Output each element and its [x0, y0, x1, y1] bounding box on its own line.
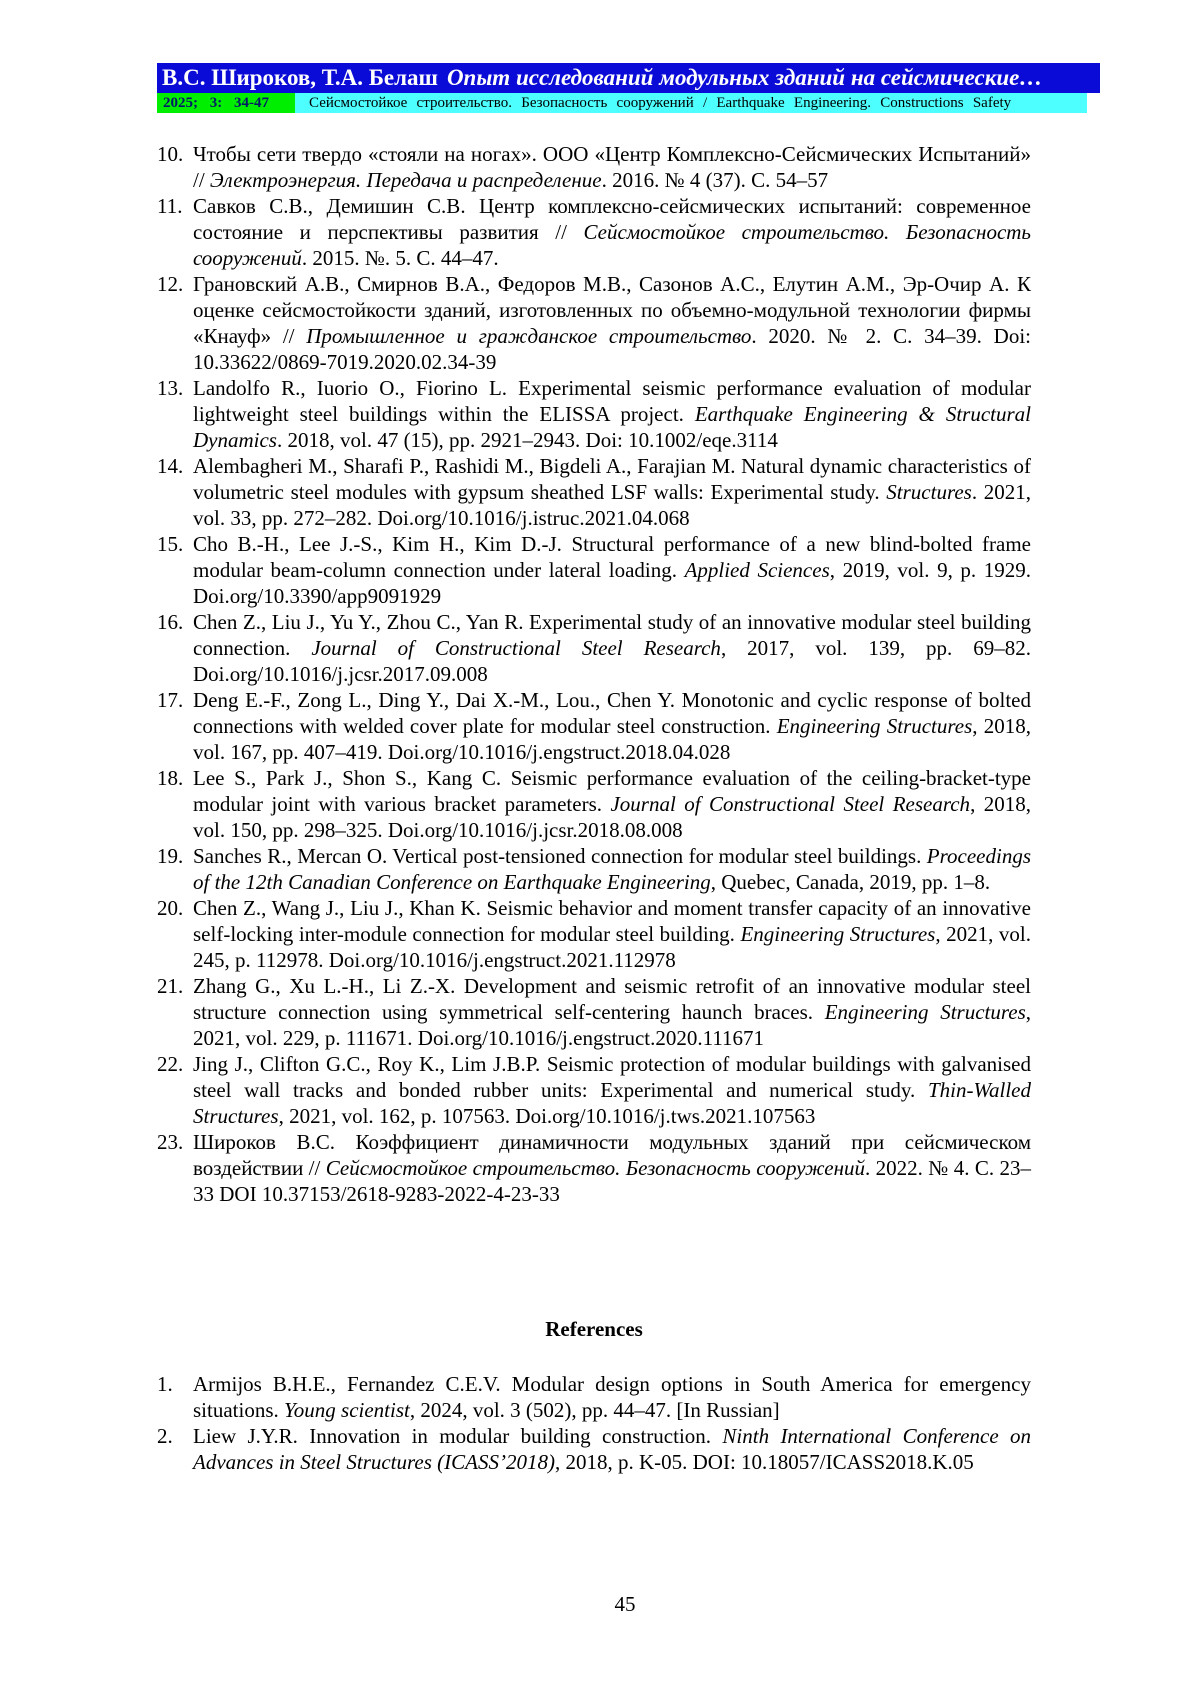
- reference-number: 15.: [157, 532, 184, 556]
- references-english-list: [157, 1371, 1031, 1475]
- reference-item: [157, 895, 1031, 973]
- reference-item: [157, 765, 1031, 843]
- reference-item: [157, 609, 1031, 687]
- page-body: [157, 141, 1031, 1475]
- reference-text: Landolfo R., Iuorio O., Fiorino L. Experimental seismic performance evaluation of modular lightweight steel buildings within the ELISSA project. Earthquake Engineering & Structural Dynamics. 2018, vol. 47 (15), pp. 2921–2943. Doi: 10.1002/eqe.3114: [193, 376, 1031, 452]
- reference-number: 12.: [157, 272, 184, 296]
- reference-item: [157, 1129, 1031, 1207]
- reference-text: Liew J.Y.R. Innovation in modular building construction. Ninth International Conference on Advances in Steel Structures (ICASS’2018), 2018, p. K-05. DOI: 10.18057/ICASS2018.K.05: [193, 1424, 1031, 1474]
- running-header: [157, 63, 1200, 113]
- reference-item: [157, 271, 1031, 375]
- reference-item: [157, 141, 1031, 193]
- reference-number: 16.: [157, 610, 184, 634]
- reference-number: 18.: [157, 766, 184, 790]
- reference-text: Широков В.С. Коэффициент динамичности модульных зданий при сейсмическом воздействии // Сейсмостойкое строительство. Безопасность сооружений. 2022. № 4. С. 23–33 DOI 10.37153/2618-9283-2022-4-23-33: [193, 1130, 1031, 1206]
- header-article-title: Опыт исследований модульных зданий на сейсмические…: [446, 65, 1043, 90]
- reference-item: [157, 453, 1031, 531]
- reference-text: Armijos B.H.E., Fernandez C.E.V. Modular design options in South America for emergency situations. Young scientist, 2024, vol. 3 (502), pp. 44–47. [In Russian]: [193, 1372, 1031, 1422]
- reference-number: 22.: [157, 1052, 184, 1076]
- reference-text: Jing J., Clifton G.C., Roy K., Lim J.B.P. Seismic protection of modular buildings with galvanised steel wall tracks and bonded rubber units: Experimental and numerical study. Thin-Walled Structures, 2021, vol. 162, p. 107563. Doi.org/10.1016/j.tws.2021.107563: [193, 1052, 1031, 1128]
- reference-text: Чтобы сети твердо «стояли на ногах». ООО «Центр Комплексно-Сейсмических Испытаний» // Электроэнергия. Передача и распределение. 2016. № 4 (37). С. 54–57: [193, 142, 1031, 192]
- reference-number: 11.: [157, 194, 183, 218]
- reference-item: [157, 1051, 1031, 1129]
- reference-text: Alembagheri M., Sharafi P., Rashidi M., Bigdeli A., Farajian M. Natural dynamic characteristics of volumetric steel modules with gypsum sheathed LSF walls: Experimental study. Structures. 2021, vol. 33, pp. 272–282. Doi.org/10.1016/j.istruc.2021.04.068: [193, 454, 1032, 530]
- page-number: 45: [614, 1592, 636, 1616]
- journal-title-line: Сейсмостойкое строительство. Безопасность сооружений / Earthquake Engineering. Constructions Safety: [309, 95, 1012, 111]
- reference-item: [157, 1371, 1031, 1423]
- reference-number: 21.: [157, 974, 184, 998]
- header-journal-band: [157, 93, 1087, 113]
- references-heading: References: [545, 1317, 643, 1341]
- reference-text: Грановский А.В., Смирнов В.А., Федоров М.В., Сазонов А.С., Елутин А.М., Эр-Очир А. К оценке сейсмостойкости зданий, изготовленных по объемно-модульной технологии фирмы «Кнауф» // Промышленное и гражданское строительство. 2020. № 2. С. 34–39. Doi: 10.33622/0869-7019.2020.02.34-39: [193, 272, 1031, 374]
- issue-badge: 2025; 3: 34-47: [157, 93, 295, 113]
- reference-number: 1.: [157, 1372, 173, 1396]
- reference-text: Sanches R., Mercan O. Vertical post-tensioned connection for modular steel buildings. Proceedings of the 12th Canadian Conference on Earthquake Engineering, Quebec, Canada, 2019, pp. 1–8.: [193, 844, 1031, 894]
- reference-text: Lee S., Park J., Shon S., Kang C. Seismic performance evaluation of the ceiling-bracket-type modular joint with various bracket parameters. Journal of Constructional Steel Research, 2018, vol. 150, pp. 298–325. Doi.org/10.1016/j.jcsr.2018.08.008: [193, 766, 1032, 842]
- reference-item: [157, 687, 1031, 765]
- reference-text: Савков С.В., Демишин С.В. Центр комплексно-сейсмических испытаний: современное состояние и перспективы развития // Сейсмостойкое строительство. Безопасность сооружений. 2015. №. 5. С. 44–47.: [193, 194, 1031, 270]
- reference-text: Deng E.-F., Zong L., Ding Y., Dai X.-M., Lou., Chen Y. Monotonic and cyclic response of bolted connections with welded cover plate for modular steel construction. Engineering Structures, 2018, vol. 167, pp. 407–419. Doi.org/10.1016/j.engstruct.2018.04.028: [193, 688, 1031, 764]
- header-authors: В.С. Широков, Т.А. Белаш: [162, 65, 438, 90]
- reference-number: 13.: [157, 376, 184, 400]
- reference-number: 19.: [157, 844, 184, 868]
- reference-number: 17.: [157, 688, 184, 712]
- reference-text: Cho B.-H., Lee J.-S., Kim H., Kim D.-J. Structural performance of a new blind-bolted frame modular beam-column connection under lateral loading. Applied Sciences, 2019, vol. 9, p. 1929. Doi.org/10.3390/app9091929: [193, 532, 1031, 608]
- reference-item: [157, 973, 1031, 1051]
- reference-text: Chen Z., Wang J., Liu J., Khan K. Seismic behavior and moment transfer capacity of an innovative self-locking inter-module connection for modular steel building. Engineering Structures, 2021, vol. 245, p. 112978. Doi.org/10.1016/j.engstruct.2021.112978: [193, 896, 1032, 972]
- reference-number: 23.: [157, 1130, 184, 1154]
- references-russian-list: [157, 141, 1031, 1207]
- reference-number: 14.: [157, 454, 184, 478]
- reference-text: Zhang G., Xu L.-H., Li Z.-X. Development and seismic retrofit of an innovative modular steel structure connection using symmetrical self-centering haunch braces. Engineering Structures, 2021, vol. 229, p. 111671. Doi.org/10.1016/j.engstruct.2020.111671: [193, 974, 1032, 1050]
- reference-number: 10.: [157, 142, 184, 166]
- reference-item: [157, 375, 1031, 453]
- reference-number: 20.: [157, 896, 184, 920]
- reference-item: [157, 843, 1031, 895]
- reference-text: Chen Z., Liu J., Yu Y., Zhou C., Yan R. Experimental study of an innovative modular steel building connection. Journal of Constructional Steel Research, 2017, vol. 139, pp. 69–82. Doi.org/10.1016/j.jcsr.2017.09.008: [193, 610, 1031, 686]
- header-title-band: [157, 63, 1100, 93]
- reference-item: [157, 531, 1031, 609]
- reference-item: [157, 193, 1031, 271]
- reference-number: 2.: [157, 1424, 173, 1448]
- reference-item: [157, 1423, 1031, 1475]
